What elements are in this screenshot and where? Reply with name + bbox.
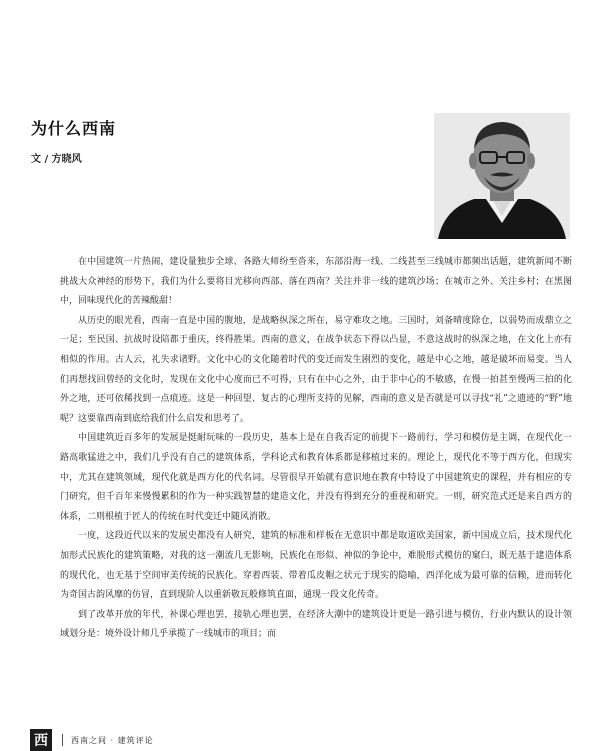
body-paragraph: 到了改革开放的年代，补课心理也罢，接轨心理也罢，在经济大潮中的建筑设计更是一路引进与模仿，行业内默认的设计领域划分是：境外设计师几乎承揽了一线城市的项目；而 [60,609,572,640]
body-paragraph: 在中国建筑一片热闹，建设量独步全球、各路大师纷至沓来，东部沿海一线、二线甚至三线城市都频出话题，建筑新闻不断挑战大众神经的形势下，我们为什么要将目光移向西部、落在西南？关注并非一线的建筑沙场；在城市之外、关注乡村；在黑图中，回味现代化的苦辣酸甜！ [60,257,572,307]
article-author: 文 / 方晓风 [31,154,82,165]
body-paragraph: 一度，这段近代以来的发展史都没有人研究，建筑的标准和样板在无意识中都是取道欧美国家，新中国成立后，技术现代化加形式民族化的建筑策略，对我的这一潮流几无影响，民族化在形似、神似的争论中，难脱形式模仿的窠臼，既无基于建造体系的现代化，也无基于空间审美传统的民族化。穿着西装、带着瓜皮帽之状元于现实的隐喻，西洋化成为最可靠的信赖，进而转化为奇国古韵风靡的仿冒，直到现阶人以重新敬瓦般修筑直面，通现一段文化传奇。 [60,531,572,601]
article-body [60,253,572,727]
body-paragraph: 从历史的眼光看，西南一直是中国的腹地，是战略纵深之所在，易守难攻之地。三国时，刘备晴度除仓，以弱势而成鼎立之一足；至民国、抗战时设陪都于重庆，终得胜果。西南的意义，在战争状态下得以凸显，不意这战时的纵深之地，在文化上亦有相似的作用。古人云，礼失求诸野。文化中心的文化随着时代的变迁而发生剧烈的变化，越是中心之地，越是破坏而易变。当人们再想找回曾经的文化时，发现在文化中心度而已不可得，只有在中心之外，由于非中心的不敏感，在慢一拍甚至慢两三拍的化外之地，还可依稀找到一点痕迹。这是一种回望、复古的心理所支持的见解，西南的意义是否就是可以寻找“礼”之遗迹的“野”地呢？这要靠西南到底给我们什么启发和思考了。 [60,315,572,424]
footer-section-label: 西南之间 · 建筑评论 [71,735,154,745]
footer-divider [62,734,63,746]
journal-logo: 西 [30,729,52,751]
article-title: 为什么西南 [31,119,117,138]
page-footer [30,729,154,751]
author-portrait [434,113,570,239]
body-paragraph: 中国建筑近百多年的发展是挺耐玩味的一段历史，基本上是在自我否定的前提下一路前行，学习和模仿是主调，在现代化一路高歌猛进之中，我们几乎没有自己的建筑体系，学科论式和教育体系都是移植过来的。理论上，现代化不等于西方化，但现实中，尤其在建筑领域，现代化就是西方化的代名词。尽管很早开始就有意识地在教育中特设了中国建筑史的课程，并有相应的专门研究，但千百年来慢慢累积的作为一种实践智慧的建造文化，并没有得到充分的重视和研究。一则，研究范式还是来自西方的体系，二则根植于匠人的传统在时代变迁中随风消散。 [60,433,572,522]
